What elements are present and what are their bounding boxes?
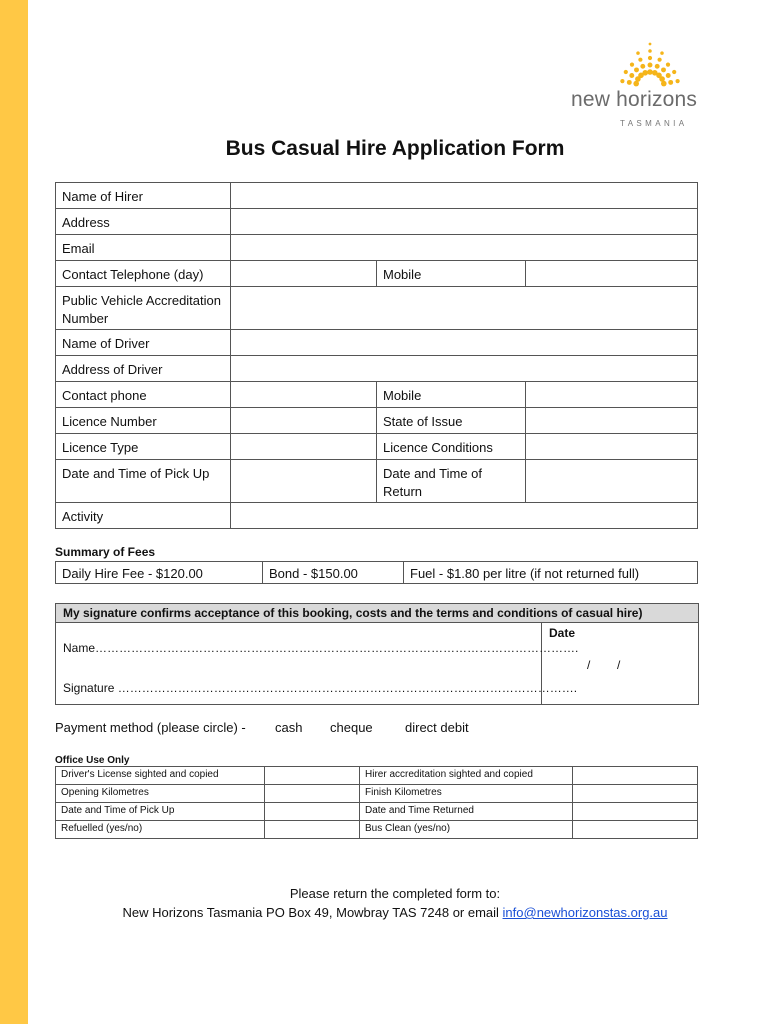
label-accreditation-number: Public Vehicle Accreditation Number (56, 287, 231, 330)
fuel-fee: Fuel - $1.80 per litre (if not returned full) (404, 562, 698, 584)
sun-dot (666, 73, 671, 78)
office-label: Refuelled (yes/no) (56, 821, 265, 839)
licence-number-field[interactable] (231, 408, 377, 434)
pickup-field[interactable] (231, 460, 377, 503)
office-label: Date and Time of Pick Up (56, 803, 265, 821)
label-licence-conditions: Licence Conditions (377, 434, 526, 460)
driver-mobile-field[interactable] (526, 382, 698, 408)
office-use-table (55, 766, 698, 839)
sun-dot (666, 63, 670, 67)
sun-dot (638, 58, 642, 62)
office-field[interactable] (573, 767, 698, 785)
sun-dot (629, 73, 634, 78)
sun-dot (642, 70, 648, 76)
sun-dot (627, 80, 632, 85)
name-of-driver-field[interactable] (231, 330, 698, 356)
office-field[interactable] (265, 785, 360, 803)
footer-email-link[interactable]: info@newhorizonstas.org.au (502, 905, 668, 920)
sun-dot (655, 64, 660, 69)
sun-dot (640, 64, 645, 69)
sun-dot (658, 58, 662, 62)
form-title: Bus Casual Hire Application Form (225, 137, 565, 160)
label-licence-number: Licence Number (56, 408, 231, 434)
office-label: Finish Kilometres (360, 785, 573, 803)
label-state-of-issue: State of Issue (377, 408, 526, 434)
accreditation-number-field[interactable] (231, 287, 698, 330)
office-label: Hirer accreditation sighted and copied (360, 767, 573, 785)
mobile-field[interactable] (526, 261, 698, 287)
name-of-hirer-field[interactable] (231, 183, 698, 209)
office-label: Date and Time Returned (360, 803, 573, 821)
office-label: Bus Clean (yes/no) (360, 821, 573, 839)
label-return: Date and Time of Return (377, 460, 526, 503)
footer-address-line (0, 905, 770, 920)
office-field[interactable] (265, 803, 360, 821)
sun-dot (624, 70, 628, 74)
sun-dot (634, 67, 639, 72)
date-field[interactable]: / / (587, 658, 621, 672)
sun-dot (648, 56, 652, 60)
label-licence-type: Licence Type (56, 434, 231, 460)
sun-dot (636, 51, 640, 55)
sun-dot (648, 49, 652, 53)
label-pickup: Date and Time of Pick Up (56, 460, 231, 503)
signature-box (55, 603, 699, 705)
payment-label: Payment method (please circle) - (55, 720, 246, 735)
footer-address: New Horizons Tasmania PO Box 49, Mowbray TAS 7248 or email (122, 905, 503, 920)
return-field[interactable] (526, 460, 698, 503)
footer-return-line: Please return the completed form to: (289, 886, 501, 901)
sun-dot (630, 63, 634, 67)
office-field[interactable] (573, 803, 698, 821)
sun-dot (661, 67, 666, 72)
signature-heading: My signature confirms acceptance of this booking, costs and the terms and conditions of casual hire) (56, 604, 698, 623)
sun-dot (660, 51, 664, 55)
licence-type-field[interactable] (231, 434, 377, 460)
name-line[interactable]: Name…………………………………………………………………………………………………………. (63, 641, 579, 655)
contact-phone-field[interactable] (231, 382, 377, 408)
label-email: Email (56, 235, 231, 261)
sun-dot (668, 80, 673, 85)
date-label: Date (549, 626, 576, 640)
sun-dot (620, 79, 624, 83)
address-field[interactable] (231, 209, 698, 235)
office-use-heading: Office Use Only (55, 755, 130, 766)
activity-field[interactable] (231, 503, 698, 529)
office-label: Opening Kilometres (56, 785, 265, 803)
contact-telephone-field[interactable] (231, 261, 377, 287)
daily-hire-fee: Daily Hire Fee - $120.00 (56, 562, 263, 584)
office-field[interactable] (573, 785, 698, 803)
sun-dot (647, 69, 653, 75)
state-of-issue-field[interactable] (526, 408, 698, 434)
office-field[interactable] (265, 821, 360, 839)
label-name-of-driver: Name of Driver (56, 330, 231, 356)
label-address-of-driver: Address of Driver (56, 356, 231, 382)
sun-dot (648, 63, 653, 68)
signature-line[interactable]: Signature ……………………………………………………………………………………………………. (63, 681, 578, 695)
sun-dot (676, 79, 680, 83)
label-activity: Activity (56, 503, 231, 529)
hirer-details-table (55, 182, 698, 529)
email-field[interactable] (231, 235, 698, 261)
payment-option-cheque[interactable]: cheque (330, 720, 373, 735)
label-contact-telephone: Contact Telephone (day) (56, 261, 231, 287)
bond-fee: Bond - $150.00 (263, 562, 404, 584)
fees-heading: Summary of Fees (55, 545, 156, 559)
label-contact-phone: Contact phone (56, 382, 231, 408)
payment-option-direct-debit[interactable]: direct debit (405, 720, 469, 735)
payment-option-cash[interactable]: cash (275, 720, 303, 735)
address-of-driver-field[interactable] (231, 356, 698, 382)
office-field[interactable] (265, 767, 360, 785)
office-field[interactable] (573, 821, 698, 839)
sun-dot (661, 81, 667, 87)
logo-region: TASMANIA (620, 119, 688, 128)
sun-dot (672, 70, 676, 74)
licence-conditions-field[interactable] (526, 434, 698, 460)
logo-wordmark: new horizons (571, 88, 698, 111)
new-horizons-logo (568, 36, 733, 131)
fees-table (55, 561, 698, 584)
office-label: Driver's License sighted and copied (56, 767, 265, 785)
sun-dot (649, 43, 652, 46)
label-address: Address (56, 209, 231, 235)
label-driver-mobile: Mobile (377, 382, 526, 408)
label-mobile: Mobile (377, 261, 526, 287)
label-name-of-hirer: Name of Hirer (56, 183, 231, 209)
